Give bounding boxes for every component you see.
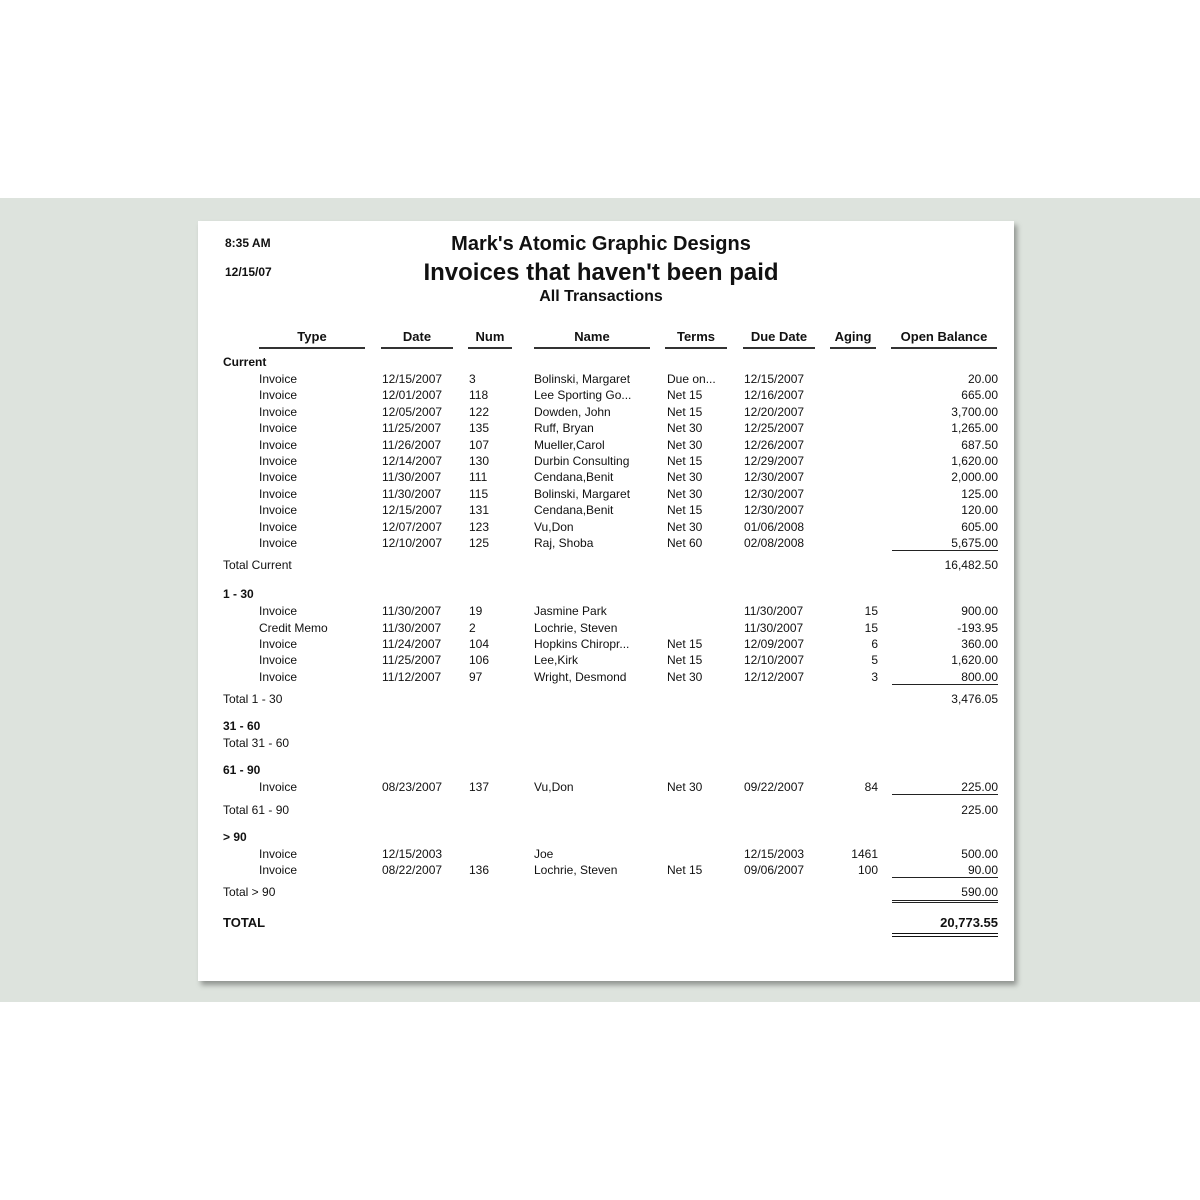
- table-row: [198, 420, 1014, 436]
- section-total-amount: 16,482.50: [944, 558, 998, 573]
- cell-terms: Net 15: [667, 503, 703, 518]
- section-heading: 31 - 60: [223, 719, 261, 734]
- section-total: [198, 691, 1014, 708]
- cell-balance: 125.00: [961, 486, 998, 501]
- cell-num: 97: [469, 669, 483, 684]
- cell-terms: Net 15: [667, 637, 703, 652]
- cell-date: 11/30/2007: [382, 470, 442, 485]
- cell-terms: Net 15: [667, 863, 703, 878]
- cell-num: 111: [469, 470, 488, 485]
- cell-terms: Net 15: [667, 453, 703, 468]
- cell-num: 125: [469, 535, 490, 550]
- cell-aging: 15: [864, 604, 878, 619]
- cell-name: Cendana,Benit: [534, 470, 614, 485]
- cell-num: 130: [469, 453, 490, 468]
- cell-type: Invoice: [259, 637, 298, 652]
- cell-due: 11/30/2007: [744, 604, 804, 619]
- cell-due: 12/30/2007: [744, 470, 805, 485]
- cell-terms: Net 15: [667, 388, 703, 403]
- cell-aging: 15: [864, 620, 878, 635]
- cell-terms: Net 15: [667, 653, 703, 668]
- cell-terms: Net 30: [667, 486, 703, 501]
- table-row: [198, 502, 1014, 518]
- cell-balance: 5,675.00: [892, 536, 998, 551]
- section-heading: 1 - 30: [223, 587, 254, 602]
- column-header-num: Num: [468, 329, 512, 349]
- section-total: [198, 802, 1014, 819]
- table-row: [198, 652, 1014, 668]
- column-header-due-date: Due Date: [743, 329, 815, 349]
- cell-terms: Net 30: [667, 669, 703, 684]
- cell-balance: 665.00: [961, 388, 998, 403]
- report-body: [198, 354, 1014, 935]
- cell-balance: 900.00: [961, 604, 998, 619]
- cell-terms: Net 15: [667, 404, 703, 419]
- cell-terms: Net 60: [667, 535, 703, 550]
- table-row: [198, 519, 1014, 535]
- cell-name: Vu,Don: [534, 519, 574, 534]
- cell-date: 12/15/2007: [382, 372, 443, 386]
- cell-terms: Net 30: [667, 780, 703, 795]
- cell-due: 12/10/2007: [744, 653, 805, 668]
- cell-name: Cendana,Benit: [534, 503, 614, 518]
- cell-type: Invoice: [259, 780, 298, 795]
- cell-type: Invoice: [259, 846, 298, 861]
- cell-due: 12/26/2007: [744, 437, 805, 452]
- cell-type: Invoice: [259, 453, 298, 468]
- cell-type: Credit Memo: [259, 620, 328, 635]
- cell-balance: 3,700.00: [951, 404, 998, 419]
- cell-balance: 90.00: [892, 863, 998, 878]
- cell-date: 08/22/2007: [382, 863, 443, 878]
- section-total-label: Total Current: [223, 558, 292, 573]
- table-row: [198, 486, 1014, 502]
- cell-type: Invoice: [259, 503, 298, 518]
- cell-balance: 1,265.00: [951, 421, 998, 436]
- cell-type: Invoice: [259, 519, 298, 534]
- cell-type: Invoice: [259, 669, 298, 684]
- cell-type: Invoice: [259, 421, 298, 436]
- cell-type: Invoice: [259, 486, 298, 501]
- cell-aging: 1461: [851, 846, 878, 861]
- section-heading: Current: [223, 355, 267, 369]
- cell-due: 09/22/2007: [744, 780, 805, 795]
- cell-type: Invoice: [259, 372, 298, 386]
- table-row: [198, 535, 1014, 551]
- report-time: 8:35 AM: [225, 236, 271, 250]
- cell-due: 09/06/2007: [744, 863, 805, 878]
- section-total-amount: 225.00: [961, 802, 998, 817]
- table-row: [198, 404, 1014, 420]
- section-total: [198, 557, 1014, 574]
- cell-date: 08/23/2007: [382, 780, 443, 795]
- cell-type: Invoice: [259, 604, 298, 619]
- table-row: [198, 453, 1014, 469]
- column-header-aging: Aging: [830, 329, 876, 349]
- cell-date: 11/30/2007: [382, 604, 442, 619]
- cell-aging: 6: [871, 637, 878, 652]
- cell-aging: 100: [857, 863, 878, 878]
- cell-balance: 687.50: [961, 437, 998, 452]
- cell-name: Lee,Kirk: [534, 653, 579, 668]
- table-row: [198, 620, 1014, 636]
- cell-name: Mueller,Carol: [534, 437, 605, 452]
- cell-name: Raj, Shoba: [534, 535, 594, 550]
- cell-name: Bolinski, Margaret: [534, 372, 631, 386]
- cell-due: 12/30/2007: [744, 503, 805, 518]
- section-total-amount: 590.00: [892, 884, 998, 903]
- table-row: [198, 371, 1014, 387]
- grand-total: [198, 913, 1014, 935]
- table-row: [198, 846, 1014, 862]
- cell-name: Lochrie, Steven: [534, 863, 618, 878]
- grand-total-label: TOTAL: [223, 915, 266, 931]
- cell-name: Bolinski, Margaret: [534, 486, 631, 501]
- cell-due: 12/25/2007: [744, 421, 805, 436]
- cell-num: 122: [469, 404, 490, 419]
- table-row: [198, 469, 1014, 485]
- cell-name: Vu,Don: [534, 780, 574, 795]
- cell-name: Lee Sporting Go...: [534, 388, 632, 403]
- cell-num: 2: [469, 620, 476, 635]
- cell-date: 11/30/2007: [382, 486, 442, 501]
- cell-terms: Net 30: [667, 437, 703, 452]
- table-row: [198, 636, 1014, 652]
- cell-type: Invoice: [259, 653, 298, 668]
- cell-num: 19: [469, 604, 483, 619]
- cell-balance: 800.00: [892, 670, 998, 685]
- cell-balance: 225.00: [892, 780, 998, 795]
- cell-type: Invoice: [259, 437, 298, 452]
- cell-date: 12/07/2007: [382, 519, 443, 534]
- cell-num: 123: [469, 519, 490, 534]
- cell-aging: 5: [871, 653, 878, 668]
- cell-aging: 3: [871, 669, 878, 684]
- cell-due: 12/09/2007: [744, 637, 805, 652]
- report-subtitle: All Transactions: [539, 288, 663, 305]
- cell-type: Invoice: [259, 404, 298, 419]
- cell-name: Durbin Consulting: [534, 453, 630, 468]
- column-header-date: Date: [381, 329, 453, 349]
- cell-balance: -193.95: [957, 620, 998, 635]
- column-header-name: Name: [534, 329, 650, 349]
- report-title: Invoices that haven't been paid: [423, 259, 779, 286]
- section-total-label: Total 31 - 60: [223, 736, 290, 751]
- cell-num: 3: [469, 372, 476, 386]
- cell-date: 12/14/2007: [382, 453, 443, 468]
- section-total-amount: 3,476.05: [951, 692, 998, 707]
- cell-name: Jasmine Park: [534, 604, 607, 619]
- cell-balance: 20.00: [967, 372, 998, 386]
- cell-date: 11/24/2007: [382, 637, 442, 652]
- cell-due: 01/06/2008: [744, 519, 805, 534]
- cell-num: 137: [469, 780, 490, 795]
- cell-type: Invoice: [259, 535, 298, 550]
- cell-name: Ruff, Bryan: [534, 421, 594, 436]
- cell-terms: Net 30: [667, 421, 703, 436]
- cell-num: 131: [469, 503, 490, 518]
- cell-due: 12/16/2007: [744, 388, 805, 403]
- cell-balance: 2,000.00: [951, 470, 998, 485]
- section-heading: 61 - 90: [223, 763, 261, 778]
- cell-due: 12/29/2007: [744, 453, 805, 468]
- company-name: Mark's Atomic Graphic Designs: [451, 233, 751, 255]
- cell-date: 11/25/2007: [382, 653, 442, 668]
- cell-type: Invoice: [259, 470, 298, 485]
- cell-type: Invoice: [259, 863, 298, 878]
- cell-date: 12/15/2007: [382, 503, 443, 518]
- cell-balance: 120.00: [961, 503, 998, 518]
- report-date: 12/15/07: [225, 265, 272, 279]
- section-total-label: Total 1 - 30: [223, 692, 283, 707]
- cell-due: 12/20/2007: [744, 404, 805, 419]
- cell-num: 135: [469, 421, 490, 436]
- grand-total-amount: 20,773.55: [892, 913, 998, 937]
- table-row: [198, 387, 1014, 403]
- table-row: [198, 669, 1014, 685]
- table-row: [198, 779, 1014, 795]
- cell-num: 104: [469, 637, 490, 652]
- cell-terms: Due on...: [667, 372, 716, 386]
- cell-name: Wright, Desmond: [534, 669, 627, 684]
- cell-date: 11/12/2007: [382, 669, 442, 684]
- column-header-terms: Terms: [665, 329, 727, 349]
- report-page: [198, 221, 1014, 981]
- cell-date: 11/26/2007: [382, 437, 442, 452]
- cell-date: 12/15/2003: [382, 846, 443, 861]
- cell-num: 118: [469, 388, 489, 403]
- column-header-open-balance: Open Balance: [891, 329, 997, 349]
- table-row: [198, 862, 1014, 878]
- cell-type: Invoice: [259, 388, 298, 403]
- cell-balance: 360.00: [961, 637, 998, 652]
- cell-name: Lochrie, Steven: [534, 620, 618, 635]
- cell-balance: 1,620.00: [951, 453, 998, 468]
- cell-name: Dowden, John: [534, 404, 611, 419]
- section-heading: > 90: [223, 829, 247, 844]
- column-header-type: Type: [259, 329, 365, 349]
- cell-name: Joe: [534, 846, 554, 861]
- table-row: [198, 603, 1014, 619]
- cell-date: 11/30/2007: [382, 620, 442, 635]
- cell-name: Hopkins Chiropr...: [534, 637, 630, 652]
- cell-num: 107: [469, 437, 490, 452]
- section-total-label: Total 61 - 90: [223, 802, 290, 817]
- cell-due: 12/12/2007: [744, 669, 805, 684]
- cell-balance: 1,620.00: [951, 653, 998, 668]
- cell-date: 12/01/2007: [382, 388, 443, 403]
- cell-due: 12/30/2007: [744, 486, 805, 501]
- cell-num: 136: [469, 863, 490, 878]
- cell-due: 12/15/2007: [744, 372, 805, 386]
- section-total-label: Total > 90: [223, 885, 276, 900]
- cell-date: 12/05/2007: [382, 404, 443, 419]
- cell-balance: 605.00: [961, 519, 998, 534]
- cell-terms: Net 30: [667, 519, 703, 534]
- cell-aging: 84: [864, 780, 878, 795]
- cell-date: 12/10/2007: [382, 535, 443, 550]
- cell-balance: 500.00: [961, 846, 998, 861]
- table-row: [198, 437, 1014, 453]
- cell-due: 02/08/2008: [744, 535, 805, 550]
- cell-due: 11/30/2007: [744, 620, 804, 635]
- section-total: [198, 884, 1014, 901]
- cell-terms: Net 30: [667, 470, 703, 485]
- cell-date: 11/25/2007: [382, 421, 442, 436]
- section-total: [198, 735, 1014, 752]
- cell-due: 12/15/2003: [744, 846, 805, 861]
- cell-num: 115: [469, 486, 489, 501]
- cell-num: 106: [469, 653, 490, 668]
